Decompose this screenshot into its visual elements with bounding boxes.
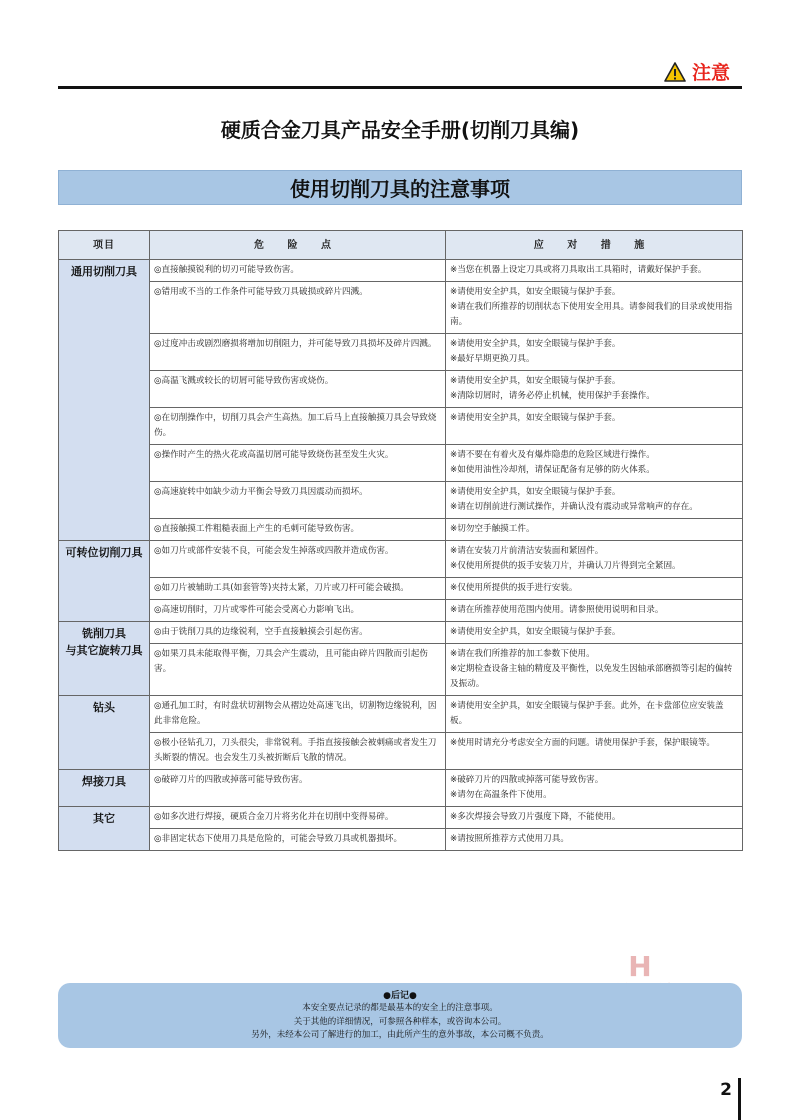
danger-cell: ◎高速旋转中如缺少动力平衡会导致刀具因震动而损坏。 <box>150 482 446 519</box>
category-cell <box>59 622 150 696</box>
measure-item: ※请使用安全护具，如安全眼镜与保护手套。 <box>450 339 621 349</box>
danger-cell: ◎过度冲击或剧烈磨损将增加切削阻力，并可能导致刀具损坏及碎片四溅。 <box>150 334 446 371</box>
page-edge-bar <box>738 1078 741 1120</box>
table-row <box>59 696 743 733</box>
table-row <box>59 334 743 371</box>
danger-cell: ◎极小径钻孔刀，刀头很尖，非常锐利。手指直接接触会被刺痛或者发生刀头断裂的情况。也会发生刀头被折断后飞散的情况。 <box>150 733 446 770</box>
postscript-line: 关于其他的详细情况，可参照各种样本，或咨询本公司。 <box>293 1016 507 1027</box>
watermark-logo: H <box>628 950 652 983</box>
document-title: 硬质合金刀具产品安全手册(切削刀具编) <box>220 118 580 142</box>
danger-cell: ◎高速切削时，刀片或零件可能会受离心力影响飞出。 <box>150 600 446 622</box>
table-row <box>59 622 743 644</box>
danger-cell: ◎通孔加工时，有时盘状切割物会从褶边处高速飞出，切割物边缘锐利，因此非常危险。 <box>150 696 446 733</box>
measure-item: ※请在我们所推荐的加工参数下使用。 <box>450 649 595 659</box>
category-cell <box>59 770 150 807</box>
danger-cell: ◎直接触摸锐利的切刃可能导致伤害。 <box>150 260 446 282</box>
table-row <box>59 445 743 482</box>
table-row <box>59 408 743 445</box>
postscript-box <box>58 983 742 1048</box>
section-banner <box>58 170 742 205</box>
danger-cell: ◎在切削操作中，切削刀具会产生高热。加工后马上直接触摸刀具会导致烧伤。 <box>150 408 446 445</box>
measure-item: ※请勿在高温条件下使用。 <box>450 790 552 800</box>
measures-cell <box>446 282 743 334</box>
section-title: 使用切削刀具的注意事项 <box>290 177 510 201</box>
table-header-row <box>59 231 743 260</box>
danger-cell: ◎非固定状态下使用刀具是危险的，可能会导致刀具或机器损坏。 <box>150 829 446 851</box>
warning-triangle-icon <box>664 62 686 82</box>
table-row <box>59 578 743 600</box>
danger-cell: ◎错用或不当的工作条件可能导致刀具破损或碎片四溅。 <box>150 282 446 334</box>
table-row <box>59 807 743 829</box>
caution-text: 注意 <box>691 62 730 84</box>
danger-cell: ◎操作时产生的热火花或高温切屑可能导致烧伤甚至发生火灾。 <box>150 445 446 482</box>
measures-cell <box>446 733 743 770</box>
header-rule <box>58 86 742 89</box>
measures-cell <box>446 807 743 829</box>
header-danger: 危 险 点 <box>150 231 446 260</box>
measure-item: ※请使用安全护具，如安全眼镜与保护手套。 <box>450 413 621 423</box>
measures-cell <box>446 600 743 622</box>
danger-cell: ◎如刀片或部件安装不良，可能会发生掉落或四散并造成伤害。 <box>150 541 446 578</box>
table-row <box>59 282 743 334</box>
measures-cell <box>446 519 743 541</box>
table-row <box>59 482 743 519</box>
measures-cell <box>446 334 743 371</box>
measure-item: ※请在切削前进行测试操作，并确认没有震动或异常响声的存在。 <box>450 502 698 512</box>
measure-item: ※请使用安全护具，如安全眼镜与保护手套。 <box>450 487 621 497</box>
measures-cell <box>446 260 743 282</box>
measure-item: ※切勿空手触摸工件。 <box>450 524 535 534</box>
category-label: 焊接刀具 <box>82 775 126 788</box>
measures-cell <box>446 445 743 482</box>
category-label: 钻头 <box>93 701 115 714</box>
table-row <box>59 371 743 408</box>
category-label: 通用切削刀具 <box>71 265 137 278</box>
measure-item: ※请在我们所推荐的切削状态下使用安全用具。请参阅我们的目录或使用指南。 <box>450 302 733 327</box>
measure-item: ※使用时请充分考虑安全方面的问题。请使用保护手套，保护眼镜等。 <box>450 738 716 748</box>
measure-item: ※请使用安全护具，如安全眼镜与保护手套。 <box>450 627 621 637</box>
table-row <box>59 829 743 851</box>
measure-item: ※请使用安全护具，如安全眼镜与保护手套。 <box>450 287 621 297</box>
postscript-title: ●后记● <box>383 991 417 1001</box>
measures-cell <box>446 696 743 733</box>
measures-cell <box>446 578 743 600</box>
measures-cell <box>446 482 743 519</box>
category-label: 可转位切削刀具 <box>65 546 143 559</box>
category-cell <box>59 807 150 851</box>
danger-cell: ◎由于铣削刀具的边缘锐利，空手直接触摸会引起伤害。 <box>150 622 446 644</box>
measure-item: ※如使用油性冷却剂，请保证配备有足够的防火体系。 <box>450 465 655 475</box>
danger-cell: ◎如果刀具未能取得平衡，刀具会产生震动，且可能由碎片四散而引起伤害。 <box>150 644 446 696</box>
measure-item: ※仅使用所提供的扳手进行安装。 <box>450 583 578 593</box>
table-row <box>59 644 743 696</box>
measures-cell <box>446 644 743 696</box>
table-row <box>59 733 743 770</box>
table-body <box>59 260 743 851</box>
measure-item: ※请使用安全护具，如安全眼镜与保护手套。此外，在卡盘部位应安装盖板。 <box>450 701 724 726</box>
measure-item: ※当您在机器上设定刀具或将刀具取出工具箱时，请戴好保护手套。 <box>450 265 707 275</box>
category-cell <box>59 696 150 770</box>
header-item: 项目 <box>59 231 150 260</box>
measure-item: ※清除切屑时，请务必停止机械，使用保护手套操作。 <box>450 391 655 401</box>
caution-label <box>664 58 730 85</box>
measures-cell <box>446 408 743 445</box>
danger-cell: ◎如刀片被辅助工具(如套管等)夹持太紧，刀片或刀杆可能会破损。 <box>150 578 446 600</box>
danger-cell: ◎破碎刀片的四散或掉落可能导致伤害。 <box>150 770 446 807</box>
measures-cell <box>446 371 743 408</box>
table-row <box>59 541 743 578</box>
table-row <box>59 260 743 282</box>
header-measures: 应 对 措 施 <box>446 231 743 260</box>
postscript-line: 本安全要点记录的都是最基本的安全上的注意事项。 <box>302 1003 498 1013</box>
table-row <box>59 519 743 541</box>
measures-cell <box>446 622 743 644</box>
measure-item: ※破碎刀片的四散或掉落可能导致伤害。 <box>450 775 604 785</box>
table-row <box>59 770 743 807</box>
danger-cell: ◎高温飞溅或较长的切屑可能导致伤害或烧伤。 <box>150 371 446 408</box>
category-label: 铣削刀具 <box>82 627 126 640</box>
category-cell <box>59 541 150 622</box>
measure-item: ※请在所推荐使用范围内使用。请参照使用说明和目录。 <box>450 605 664 615</box>
measure-item: ※请使用安全护具，如安全眼镜与保护手套。 <box>450 376 621 386</box>
measure-item: ※请不要在有着火及有爆炸隐患的危险区域进行操作。 <box>450 450 655 460</box>
measure-item: ※请按照所推荐方式使用刀具。 <box>450 834 569 844</box>
measure-item: ※请在安装刀片前清洁安装面和紧固件。 <box>450 546 604 556</box>
page-number: 2 <box>720 1080 732 1100</box>
measure-item: ※最好早期更换刀具。 <box>450 354 535 364</box>
danger-cell: ◎直接触摸工件粗糙表面上产生的毛刺可能导致伤害。 <box>150 519 446 541</box>
measures-cell <box>446 770 743 807</box>
table-row <box>59 600 743 622</box>
measure-item: ※多次焊接会导致刀片强度下降，不能使用。 <box>450 812 621 822</box>
danger-cell: ◎如多次进行焊接，硬质合金刀片将劣化并在切削中变得易碎。 <box>150 807 446 829</box>
measures-cell <box>446 829 743 851</box>
category-label: 与其它旋转刀具 <box>65 644 143 657</box>
safety-table <box>58 230 743 851</box>
category-cell <box>59 260 150 541</box>
postscript-line: 另外，未经本公司了解进行的加工，由此所产生的意外事故，本公司概不负责。 <box>251 1030 549 1040</box>
category-label: 其它 <box>93 812 115 825</box>
measures-cell <box>446 541 743 578</box>
measure-item: ※仅使用所提供的扳手安装刀片，并确认刀片得到完全紧固。 <box>450 561 681 571</box>
measure-item: ※定期检查设备主轴的精度及平衡性，以免发生因轴承部磨损等引起的偏转及振动。 <box>450 664 733 689</box>
